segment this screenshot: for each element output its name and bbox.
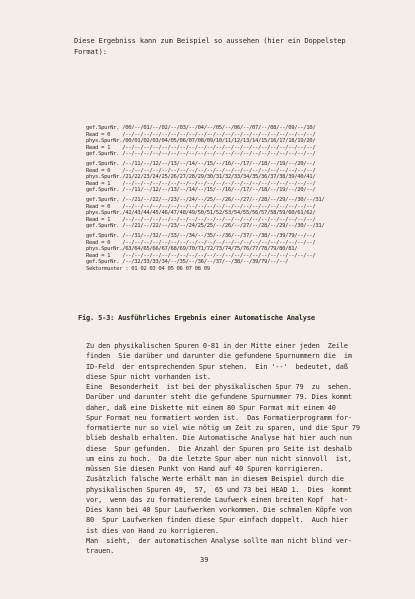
body-line: 80 Spur Laufwerken finden diese Spur einfach doppelt. Auch hier bbox=[86, 516, 348, 525]
table-row: phys.SpurNr./21/22/23/24/25/26/27/28/29/30/31/32/33/34/35/36/37/38/39/40/41/ bbox=[86, 174, 316, 181]
table-row: phys.SpurNr./00/01/02/03/04/05/06/07/08/09/10/11/12/13/14/15/16/17/18/19/20/ bbox=[86, 138, 316, 145]
body-line: Zu den physikalischen Spuren 0-81 in der Mitte einer jeden Zeile bbox=[86, 342, 348, 350]
table-row: gef.SpurNr. /--/11/--/12/--/13/--/14/--/15/--/16/--/17/--/18/--/19/--/20/--/ bbox=[86, 160, 316, 167]
body-line: um eins zu hoch. Da die letzte Spur aber nun nicht sinnvoll ist, bbox=[86, 454, 352, 463]
body-line: daher, daß eine Diskette mit einem 80 Spur Format mit einem 40 bbox=[86, 403, 336, 412]
table-block bbox=[86, 125, 386, 158]
body-line: Zusätzlich falsche Werte erhält man in diesem Beispiel durch die bbox=[86, 475, 344, 484]
figure-caption: Fig. 5-3: Ausführliches Ergebnis einer Automatische Analyse bbox=[78, 314, 315, 322]
table-row: gef.SpurNr. /00/--/01/--/02/--/03/--/04/--/05/--/06/--/07/--/08/--/09/--/10/ bbox=[86, 125, 316, 131]
body-line: diese Spur nicht vorhanden ist. bbox=[86, 372, 211, 381]
table-block bbox=[86, 161, 386, 194]
body-line: Dies kann bei 40 Spur Laufwerken vorkommen. Die schmalen Köpfe von bbox=[86, 506, 352, 514]
table-row: Sektormuster : 01 02 03 04 05 06 07 08 09 bbox=[86, 265, 210, 272]
body-text bbox=[86, 341, 386, 556]
body-line: finden Sie darüber und darunter die gefundene Spurnummern die im bbox=[86, 352, 352, 361]
table-row: gef.SpurNr. /--/32/33/33/34/--/35/--/36/--/37/--/38/--/39/79/--/--/ bbox=[86, 259, 289, 266]
body-line: Eine Besonderheit ist bei der physikalischen Spur 79 zu sehen. bbox=[86, 383, 352, 391]
body-line: trauen. bbox=[86, 547, 115, 555]
table-row: Read = 1 /--/--/--/--/--/--/--/--/--/--/--/--/--/--/--/--/--/--/--/--/--/ bbox=[86, 216, 316, 223]
body-line: formatierte nur so viel wie nötig um Zeit zu sparen, und die Spur 79 bbox=[86, 424, 360, 432]
table-row: phys.SpurNr./42/43/44/45/46/47/48/49/50/51/52/53/54/55/56/57/58/59/60/61/62/ bbox=[86, 210, 316, 217]
table-row: Read = 0 /--/--/--/--/--/--/--/--/--/--/--/--/--/--/--/--/--/--/--/--/--/ bbox=[86, 239, 316, 246]
body-line: vor, wenn das zu formatierende Laufwerk einen breiten Kopf hat- bbox=[86, 495, 348, 504]
table-row: gef.SpurNr. /--/--/--/--/--/--/--/--/--/--/--/--/--/--/--/--/--/--/--/--/--/ bbox=[86, 151, 316, 158]
body-line: blieb deshalb erhalten. Die Automatische Analyse hat hier auch nun bbox=[86, 434, 352, 443]
table-row: Read = 1 /--/--/--/--/--/--/--/--/--/--/--/--/--/--/--/--/--/--/--/--/--/ bbox=[86, 144, 316, 151]
table-row: Read = 0 /--/--/--/--/--/--/--/--/--/--/--/--/--/--/--/--/--/--/--/--/--/ bbox=[86, 203, 316, 210]
body-line: ID-Feld der entsprechenden Spur stehen. Ein '--' bedeutet, daß bbox=[86, 362, 348, 371]
body-line: Darüber und darunter steht die gefundene Spurnummer 79. Dies kommt bbox=[86, 393, 352, 402]
body-line: ist dies von Hand zu korrigieren. bbox=[86, 526, 219, 535]
table-row: gef.SpurNr. /--/31/--/32/--/33/--/34/--/35/--/36/--/37/--/38/--/39/79/--/--/ bbox=[86, 232, 316, 239]
table-row: phys.SpurNr./63/64/65/66/67/68/69/70/71/72/73/74/75/76/77/78/79/80/81/ bbox=[86, 246, 298, 253]
table-block bbox=[86, 233, 386, 273]
table-row: Read = 1 /--/--/--/--/--/--/--/--/--/--/--/--/--/--/--/--/--/--/--/--/--/ bbox=[86, 180, 316, 187]
body-line: physikalischen Spuren 49, 57, 65 und 73 bei HEAD 1. Dies kommt bbox=[86, 485, 352, 494]
body-line: müssen Sie diesen Punkt von Hand auf 40 Spuren korrigieren. bbox=[86, 465, 324, 473]
table-row: Read = 1 /--/--/--/--/--/--/--/--/--/--/--/--/--/--/--/--/--/--/--/--/--/ bbox=[86, 252, 316, 259]
track-analysis-table bbox=[86, 125, 386, 275]
body-line: diese Spur gefunden. Die Anzahl der Spuren pro Seite ist deshalb bbox=[86, 444, 352, 453]
body-line: Spur Format neu formatiert worden ist. Das Formatierprogramm for- bbox=[86, 413, 352, 422]
table-row: Read = 0 /--/--/--/--/--/--/--/--/--/--/--/--/--/--/--/--/--/--/--/--/--/ bbox=[86, 131, 316, 138]
table-block bbox=[86, 197, 386, 230]
table-row: gef.SpurNr. /--/11/--/12/--/13/--/14/--/15/--/16/--/17/--/18/--/19/--/20/--/ bbox=[86, 187, 316, 194]
page-number: 39 bbox=[200, 556, 209, 564]
table-row: gef.SpurNr. /--/21/--/22/--/23/--/24/25/25/--/26/--/27/--/28/--/29/--/30/--/31/ bbox=[86, 223, 325, 230]
table-row: gef.SpurNr. /--/21/--/22/--/23/--/24/--/25/--/26/--/27/--/28/--/29/--/30/--/31/ bbox=[86, 196, 325, 203]
intro-text: Diese Ergebniss kann zum Beispiel so aussehen (hier ein Doppelstep Format): bbox=[74, 37, 346, 56]
body-line: Man sieht, der automatischen Analyse sollte man nicht blind ver- bbox=[86, 536, 352, 545]
table-row: Read = 0 /--/--/--/--/--/--/--/--/--/--/--/--/--/--/--/--/--/--/--/--/--/ bbox=[86, 167, 316, 174]
